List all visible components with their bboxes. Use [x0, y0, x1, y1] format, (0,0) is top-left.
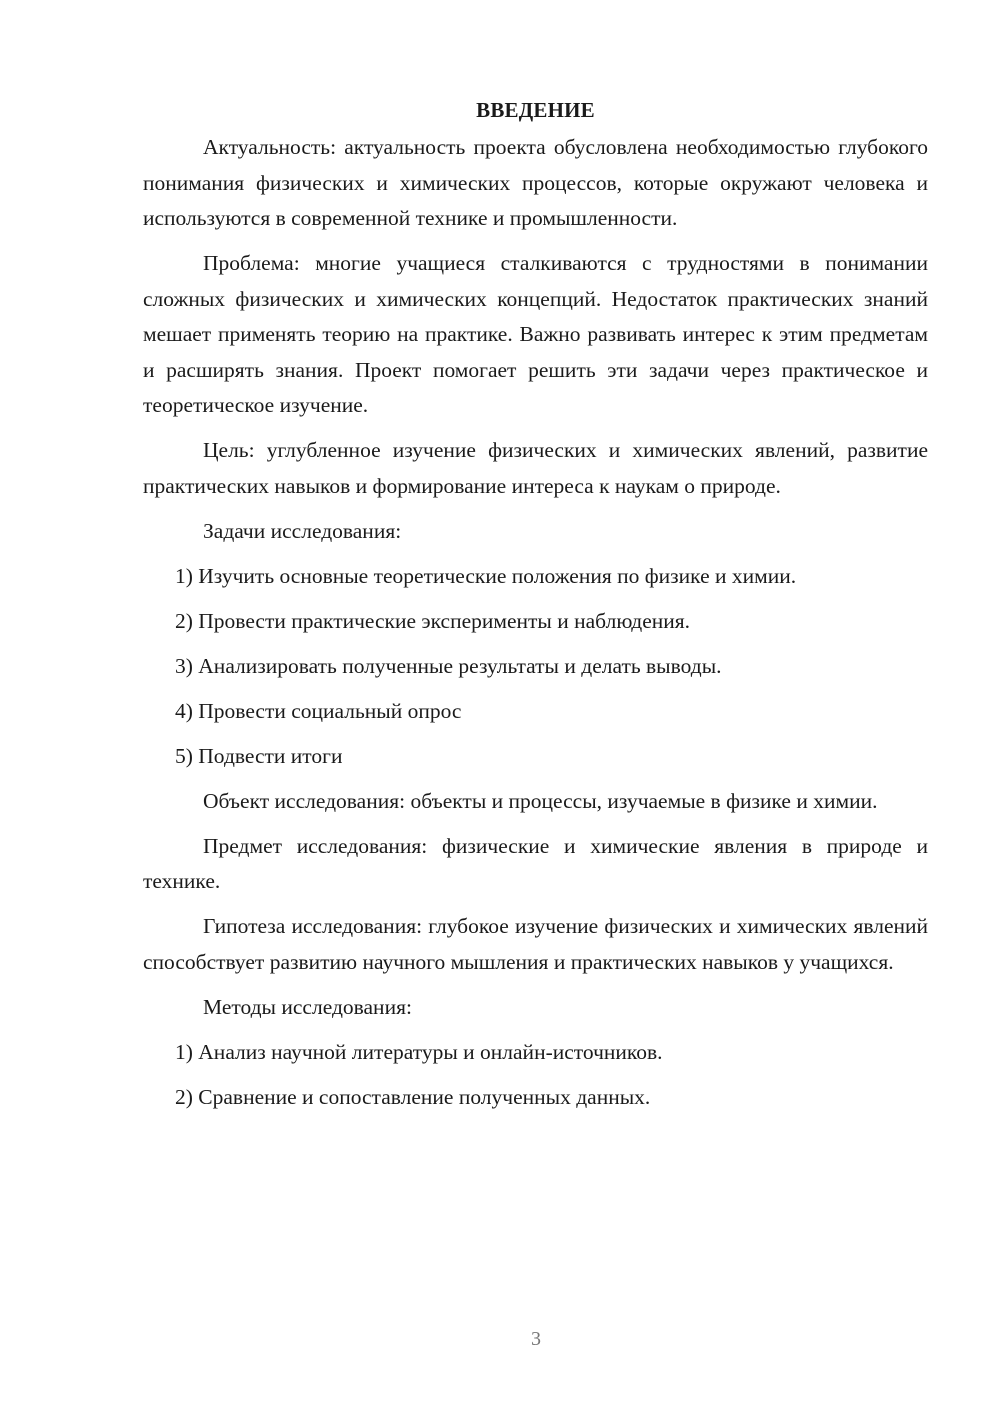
- list-item: 3) Анализировать полученные результаты и делать выводы.: [175, 653, 722, 678]
- list-item: 1) Анализ научной литературы и онлайн-источников.: [175, 1039, 663, 1064]
- page-number: 3: [531, 1328, 541, 1350]
- relevance-paragraph: Актуальность: актуальность проекта обусловлена необходимостью глубокого понимания физических и химических процессов, которые окружают человека и используются в современной технике и промышленности.: [143, 135, 928, 230]
- list-item: 5) Подвести итоги: [175, 743, 343, 768]
- hypothesis-paragraph: Гипотеза исследования: глубокое изучение физических и химических явлений способствует развитию научного мышления и практических навыков у учащихся.: [143, 914, 928, 974]
- document-page: [143, 90, 928, 1125]
- tasks-heading: Задачи исследования:: [203, 518, 402, 543]
- methods-list: [143, 1035, 928, 1116]
- list-item: 2) Провести практические эксперименты и наблюдения.: [175, 608, 691, 633]
- goal-paragraph: Цель: углубленное изучение физических и химических явлений, развитие практических навыков и формирование интереса к наукам о природе.: [143, 438, 928, 498]
- list-item: 1) Изучить основные теоретические положения по физике и химии.: [175, 563, 797, 588]
- object-paragraph: Объект исследования: объекты и процессы, изучаемые в физике и химии.: [203, 788, 878, 813]
- list-item: 2) Сравнение и сопоставление полученных данных.: [175, 1084, 651, 1109]
- section-title: ВВЕДЕНИЕ: [476, 98, 595, 122]
- methods-heading: Методы исследования:: [203, 994, 412, 1019]
- tasks-list: [143, 559, 928, 775]
- subject-paragraph: Предмет исследования: физические и химические явления в природе и технике.: [143, 833, 928, 893]
- problem-paragraph: Проблема: многие учащиеся сталкиваются с трудностями в понимании сложных физических и химических концепций. Недостаток практических знаний мешает применять теорию на практике. Важно развивать интерес к этим предметам и расширять знания. Проект помогает решить эти задачи через практическое и теоретическое изучение.: [143, 251, 928, 417]
- list-item: 4) Провести социальный опрос: [175, 698, 462, 723]
